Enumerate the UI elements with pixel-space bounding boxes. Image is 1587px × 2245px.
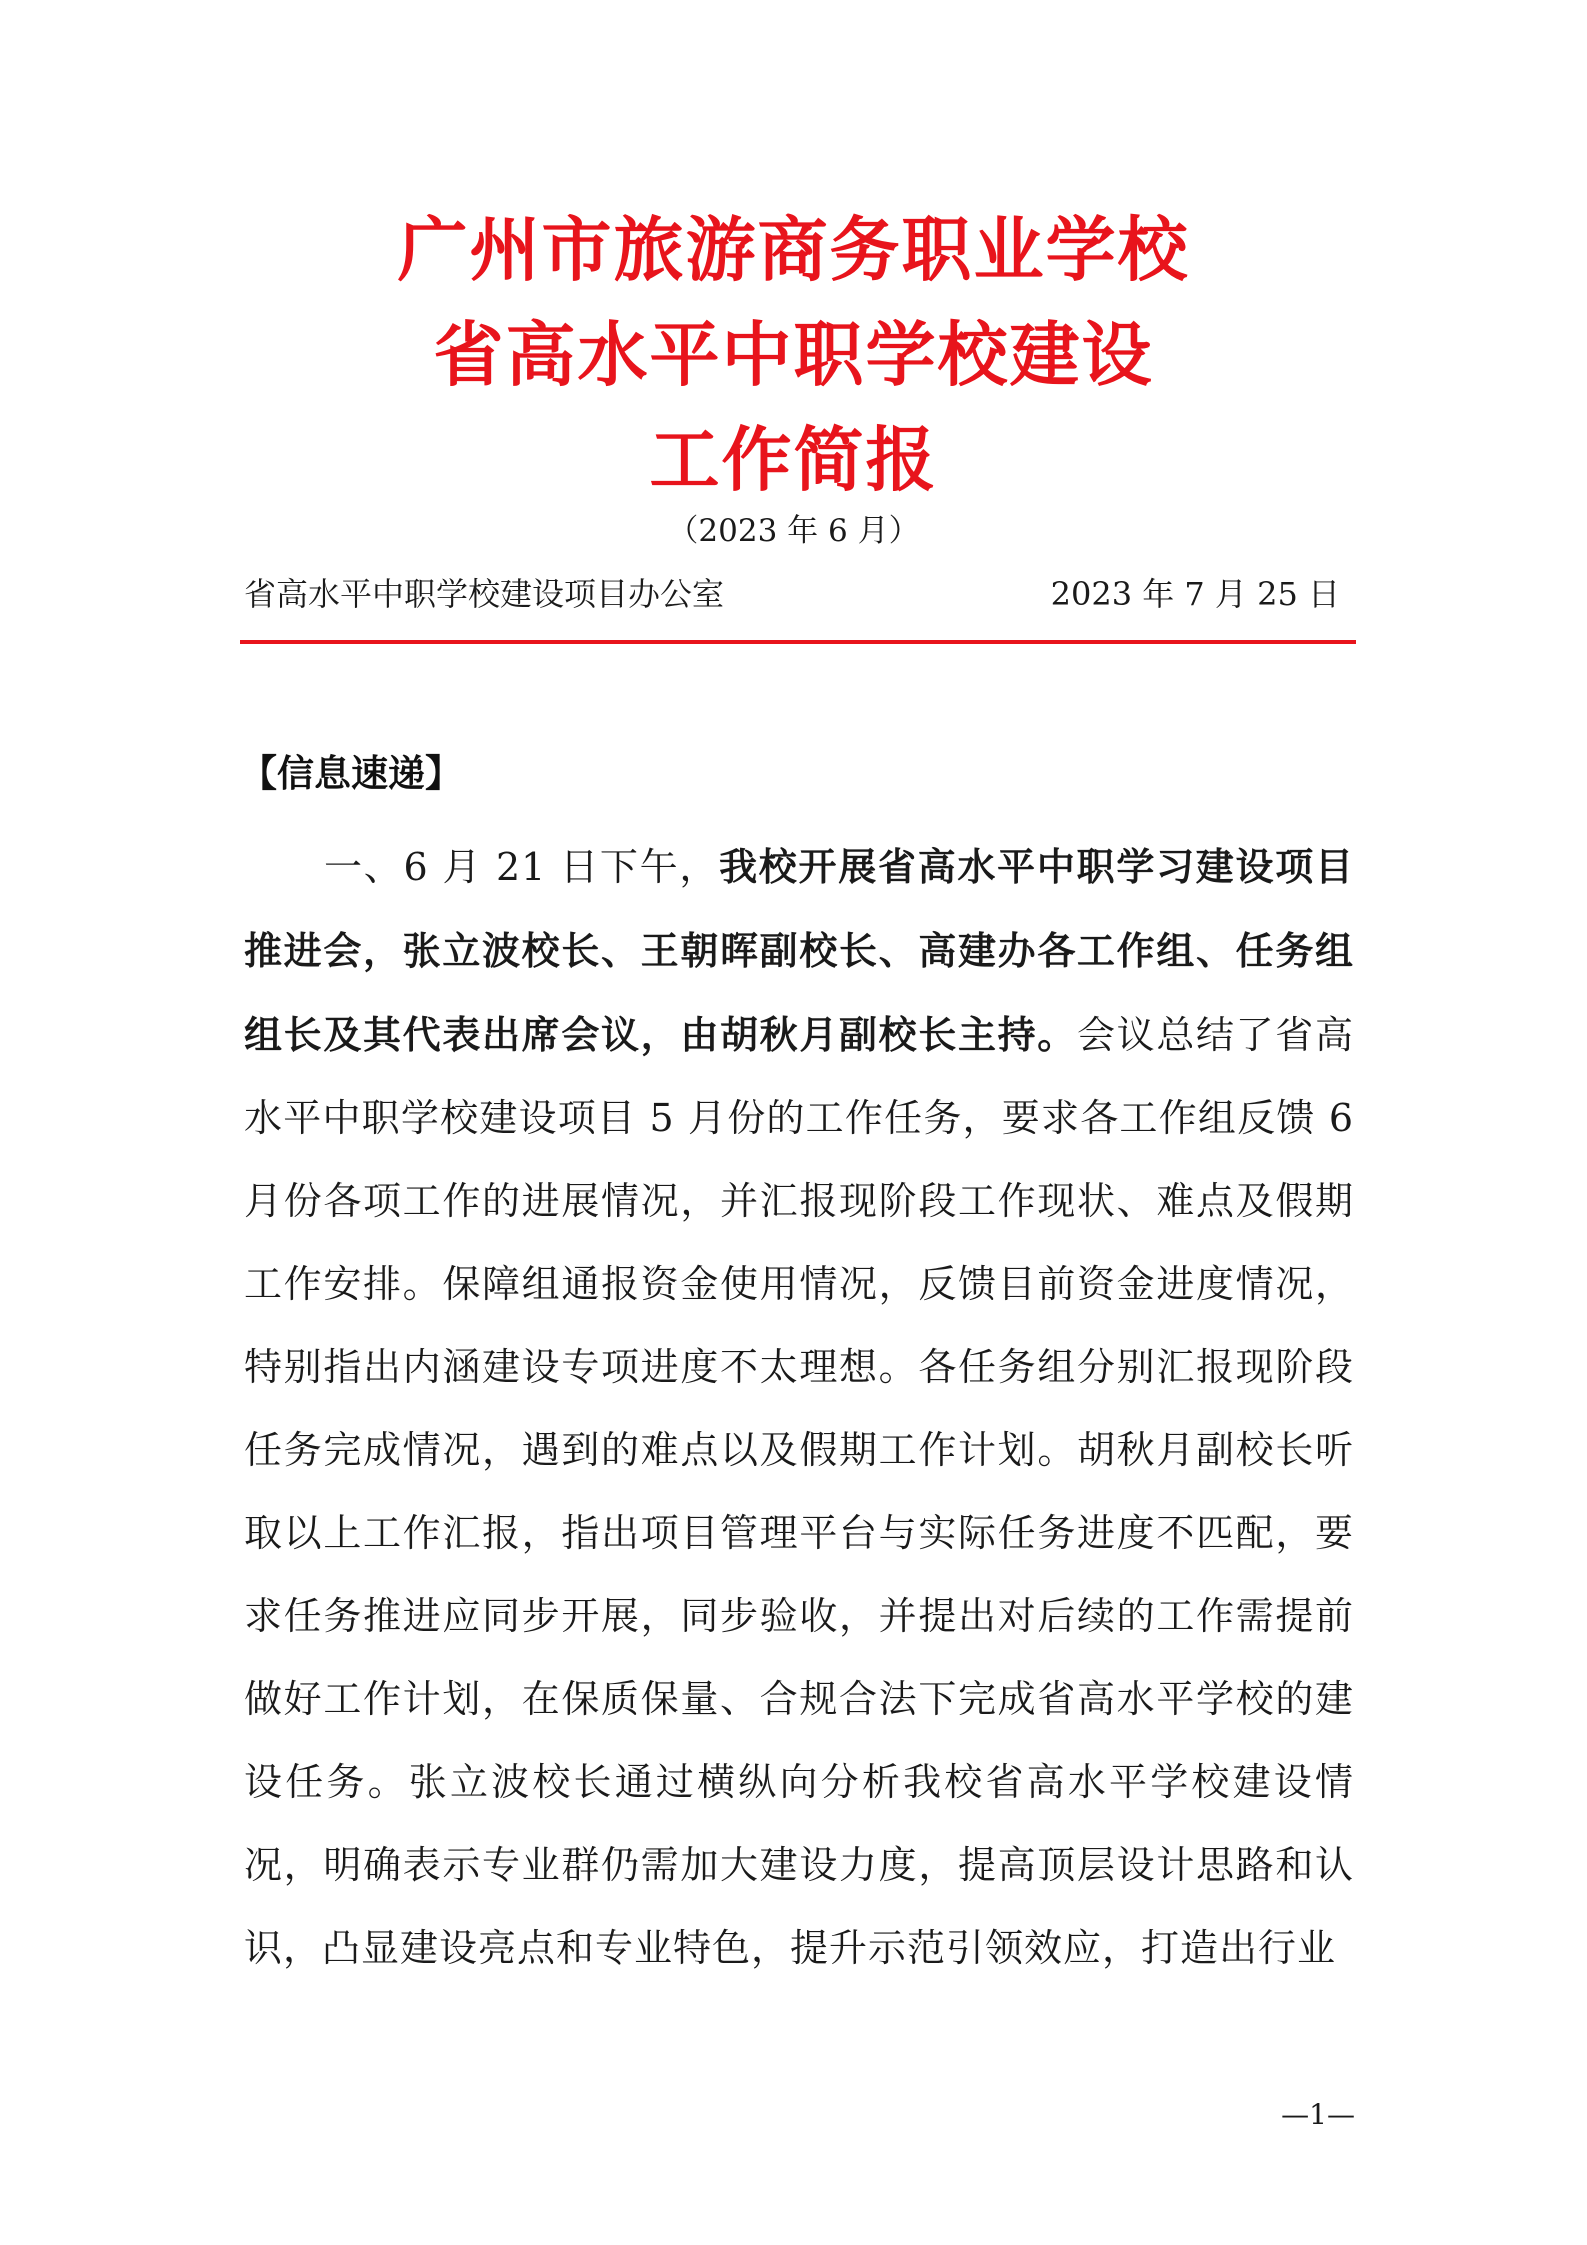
- red-divider-rule: [240, 640, 1356, 644]
- issue-date: 2023 年 7 月 25 日: [1050, 575, 1340, 613]
- issuer-row: [244, 568, 1340, 620]
- issuing-office: 省高水平中职学校建设项目办公室: [244, 575, 725, 613]
- issue-period: （2023 年 6 月）: [667, 513, 920, 549]
- section-heading: 【信息速递】: [240, 752, 462, 795]
- article-body: 会议总结了省高水平中职学校建设项目 5 月份的工作任务，要求各工作组反馈 6 月份各项工作的进展情况，并汇报现阶段工作现状、难点及假期工作安排。保障组通报资金使用情况，反馈目前资金进度情况，特别指出内涵建设专项进度不太理想。各任务组分别汇报现阶段任务完成情况，遇到的难点以及假期工作计划。胡秋月副校长听取以上工作汇报，指出项目管理平台与实际任务进度不匹配，要求任务推进应同步开展，同步验收，并提出对后续的工作需提前做好工作计划，在保质保量、合规合法下完成省高水平学校的建设任务。张立波校长通过横纵向分析我校省高水平学校建设情况，明确表示专业群仍需加大建设力度，提高顶层设计思路和认识，凸显建设亮点和专业特色，提升示范引领效应，打造出行业: [244, 1013, 1354, 1970]
- article-lead-bold: 我校开展省高水平中职学习建设项目推进会，张立波校长、王朝晖副校长、高建办各工作组、任务组组长及其代表出席会议，由胡秋月副校长主持。: [244, 844, 1354, 1057]
- page-number: —1—: [1281, 2098, 1355, 2131]
- masthead-bulletin-title: 工作简报: [649, 418, 938, 501]
- masthead-school-name: 广州市旅游商务职业学校: [397, 208, 1190, 291]
- article-lead-plain: 一、6 月 21 日下午，: [324, 845, 720, 889]
- masthead-project-title: 省高水平中职学校建设: [433, 313, 1154, 396]
- article-paragraph: [244, 825, 1354, 1990]
